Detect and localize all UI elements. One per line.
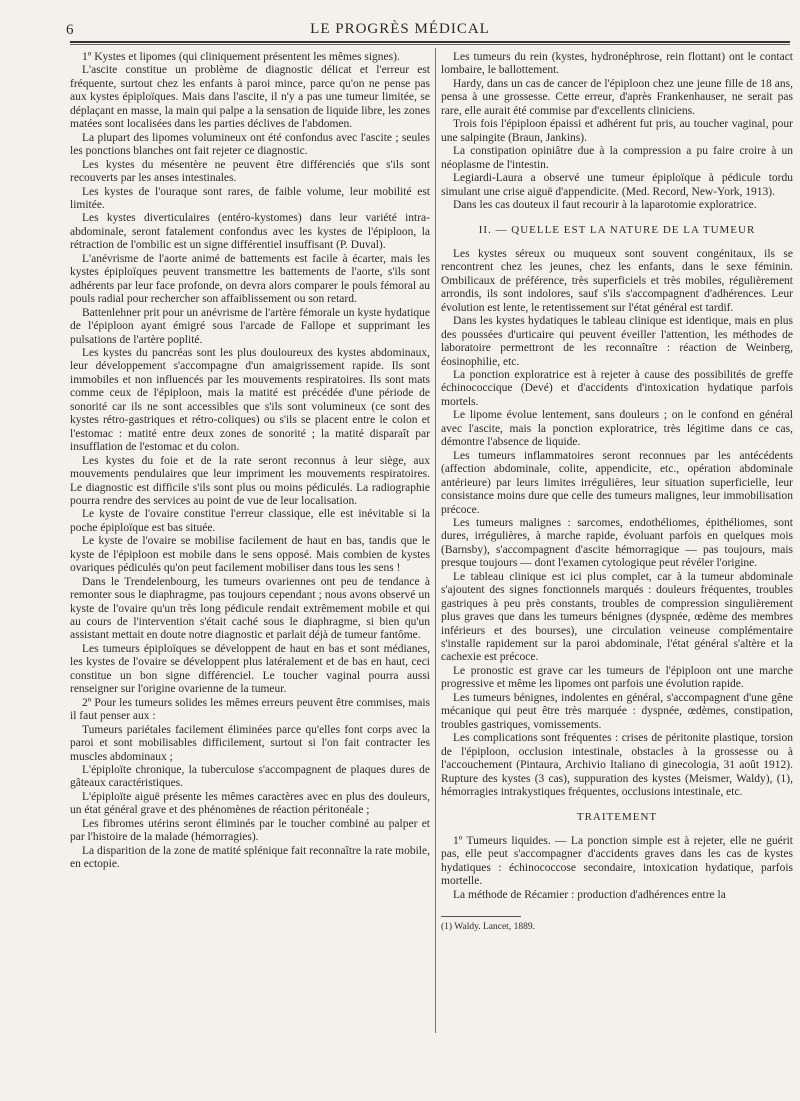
section-heading-traitement: TRAITEMENT xyxy=(576,811,658,824)
paragraph: 1º Tumeurs liquides. — La ponction simple est à rejeter, elle ne guérit pas, elle peut s'accompagner d'accidents graves dans les cas de kystes hydatiques : échinococcose secondaire, intoxication hydatique, parfois mortelle. xyxy=(441,834,793,888)
paragraph: La constipation opiniâtre due à la compression a pu faire croire à un néoplasme de l'intestin. xyxy=(441,145,793,171)
paragraph: Battenlehner prit pour un anévrisme de l'artère fémorale un kyste hydatique de l'épiploon ayant émigré sous l'arcade de Fallope et supprimant les pulsations de l'artère poplité. xyxy=(70,306,430,346)
paragraph: Les fibromes utérins seront éliminés par le toucher combiné au palper et par l'histoire de la malade (hémorragies). xyxy=(70,817,430,844)
paragraph: Hardy, dans un cas de cancer de l'épiploon chez une jeune fille de 18 ans, pensa à une grossesse. Cette erreur, d'après Frankenhauser, ne serait pas rare, elle aurait été commise par d'excellents cliniciens. xyxy=(441,77,793,117)
paragraph: Dans le Trendelenbourg, les tumeurs ovariennes ont peu de tendance à remonter sous le diaphragme, pas toujours cependant ; nous avons observé un kyste de l'ovaire qu'un très long pédicule rendait extrêmement mobile et qui au cours de l'intervention s'était caché sous le diaphragme, si bien qu'un assistant mettait en doute notre diagnostic et parlait déjà de tumeur fantôme. xyxy=(70,575,430,642)
paragraph: Les kystes du mésentère ne peuvent être différenciés que s'ils sont recouverts par les anses intestinales. xyxy=(70,158,430,185)
paragraph: Le kyste de l'ovaire constitue l'erreur classique, elle est inévitable si la poche épiploïque est bas située. xyxy=(70,508,430,534)
paragraph: Le lipome évolue lentement, sans douleurs ; on le confond en général avec l'ascite, mais la ponction exploratrice, très légitime dans ce cas, démontre l'absence de liquide. xyxy=(441,409,793,449)
paragraph: L'ascite constitue un problème de diagnostic délicat et l'erreur est fréquente, surtout chez les enfants à paroi mince, parce qu'on ne pense pas aux kystes épiploïques. Mais dans l'ascite, il n'y a pas une tumeur limitée, se déplaçant en masse, la main qui palpe a la sensation de liquide libre, les zones matées sont localisées dans les parties déclives de l'abdomen. xyxy=(70,64,430,131)
paragraph: L'anévrisme de l'aorte animé de battements est facile à écarter, mais les kystes épiploïques peuvent transmettre les battements de l'aorte, s'ils sont adhérents par leur face profonde, on devra alors comparer le pouls fémoral au pouls radial pour rechercher son affaiblissement ou son retard. xyxy=(70,252,430,306)
paragraph: La ponction exploratrice est à rejeter à cause des possibilités de greffe échinococcique (Devé) et d'accidents d'intoxication hydatique parfois mortels. xyxy=(441,368,793,408)
footnote-rule xyxy=(441,916,521,917)
paragraph: Les tumeurs du rein (kystes, hydronéphrose, rein flottant) ont le contact lombaire, le ballottement. xyxy=(441,51,793,77)
paragraph: Le tableau clinique est ici plus complet, car à la tumeur abdominale s'ajoutent des signes fonctionnels marqués : douleurs fréquentes, troubles gastriques à peu près constants, troubles de compression singulièrement plus graves que dans les tumeurs bénignes (dyspnée, œdème des membres inférieurs et des bourses), une circulation veineuse complémentaire s'installe rapidement sur la paroi abdominale, l'état général s'altère et la cachexie est précoce. xyxy=(441,570,793,664)
paragraph: Les complications sont fréquentes : crises de péritonite plastique, torsion de l'épiploon, occlusion intestinale, obstacles à la grossesse ou à l'accouchement (Pintaura, Archivio Italiano di ginecologia, 31 août 1912). Rupture des kystes (3 cas), suppuration des kystes (Meismer, Waldy), (1), hémorragies intrakystiques fréquentes, occlusions intestinale, etc. xyxy=(441,732,793,799)
paragraph: 1º Kystes et lipomes (qui cliniquement présentent les mêmes signes). xyxy=(82,51,400,63)
paragraph: L'épiploïte aiguë présente les mêmes caractères avec en plus des douleurs, un état général grave et des phénomènes de réaction péritonéale ; xyxy=(70,790,430,817)
paragraph: Trois fois l'épiploon épaissi et adhérent fut pris, au toucher vaginal, pour une salpingite (Braun, Jankins). xyxy=(441,118,793,144)
paragraph: Les tumeurs malignes : sarcomes, endothéliomes, épithéliomes, sont dures, irrégulières, à marche rapide, évoluant parfois en quelques mois (Barnsby), s'accompagnent d'ascite hémorragique — pas toujours, mais presque toujours — dont l'examen cytologique peut révéler l'origine. xyxy=(441,516,793,570)
footnote: (1) Waldy. Lancet, 1889. xyxy=(441,922,535,933)
paragraph: 2º Pour les tumeurs solides les mêmes erreurs peuvent être commises, mais il faut penser aux : xyxy=(70,696,430,723)
paragraph: Le pronostic est grave car les tumeurs de l'épiploon ont une marche progressive et même les lipomes ont parfois une évolution rapide. xyxy=(441,664,793,691)
paragraph: Les tumeurs épiploïques se développent de haut en bas et sont médianes, les kystes de l'ovaire se développent plus latéralement et de bas en haut, ceci constitue un bon signe différenciel. Le toucher vaginal pourra aussi renseigner sur l'origine ovarienne de la tumeur. xyxy=(70,642,430,696)
page-number: 6 xyxy=(66,22,74,38)
paragraph: Les kystes du pancréas sont les plus douloureux des kystes abdominaux, leur développement s'accompagne d'un amaigrissement rapide. Ils sont immobiles et non influencés par les mouvements respiratoires. Ils sont mats comme ceux de l'épiploon, mais la matité est précédée d'une période de sonorité car ils ne sont accessibles que s'ils sont volumineux (ce sont des kystes rétro-gastriques et rétro-coliques) ou s'ils se placent entre le colon et l'estomac : matité entre deux zones de sonorité ; la matité disparaît par insufflation de l'estomac et du colon. xyxy=(70,346,430,454)
right-column xyxy=(441,51,793,935)
paragraph: La disparition de la zone de matité splénique fait reconnaître la rate mobile, en ectopie. xyxy=(70,844,430,871)
paragraph: Les tumeurs inflammatoires seront reconnues par les antécédents (affection abdominale, colite, appendicite, etc., opération abdominale antérieure) par leurs limites irrégulières, leur situation superficielle, leur consistance moins dure que celle des tumeurs malignes, leur immobilisation précoce. xyxy=(441,449,793,516)
paragraph: Les tumeurs bénignes, indolentes en général, s'accompagnent d'une gêne mécanique qui peut être très marquée : dyspnée, œdèmes, constipation, troubles gastriques, vomissements. xyxy=(441,691,793,731)
paragraph: La méthode de Récamier : production d'adhérences entre la xyxy=(453,888,726,901)
paragraph: Legiardi-Laura a observé une tumeur épiploïque à pédicule tordu simulant une crise aiguë d'appendicite. (Med. Record, New-York, 1913). xyxy=(441,172,793,198)
page-header xyxy=(0,0,800,40)
header-rule xyxy=(70,41,790,43)
paragraph: Dans les kystes hydatiques le tableau clinique est identique, mais en plus des poussées d'urticaire qui peuvent éveiller l'attention, les méthodes de laboratoire permettront de les reconnaître : réaction de Weinberg, éosinophilie, etc. xyxy=(441,315,793,368)
paragraph: Les kystes de l'ouraque sont rares, de faible volume, leur mobilité est limitée. xyxy=(70,185,430,211)
paragraph: L'épiploïte chronique, la tuberculose s'accompagnent de plaques dures de gâteaux caractéristiques. xyxy=(70,764,430,790)
column-divider xyxy=(435,48,436,1033)
paragraph: Dans les cas douteux il faut recourir à la laparotomie exploratrice. xyxy=(453,198,757,211)
paragraph: Les kystes diverticulaires (entéro-kystomes) dans leur variété intra-abdominale, seront fatalement confondus avec les kystes de l'épiploon, la rétraction de l'ombilic est un signe différentiel insuffisant (P. Duval). xyxy=(70,212,430,252)
paragraph: La plupart des lipomes volumineux ont été confondus avec l'ascite ; seules les ponctions blanches ont fait rejeter ce diagnostic. xyxy=(70,131,430,158)
paragraph: Les kystes séreux ou muqueux sont souvent congénitaux, ils se rencontrent chez les jeunes, chez les enfants, dans le sexe féminin. Ombilicaux de préférence, très superficiels et très mobiles, régulièrement arrondis, ils sont indolores, sauf s'ils s'accompagnent d'adhérences. Leur évolution est lente, le retentissement sur l'état général est tardif. xyxy=(441,247,793,314)
paragraph: Les kystes du foie et de la rate seront reconnus à leur siège, aux mouvements pendulaires que leur impriment les mouvements respiratoires. Le diagnostic est difficile s'ils sont plus ou moins pédiculés. La radiographie pourra rendre des services au point de vue de leur localisation. xyxy=(70,454,430,507)
left-column xyxy=(70,51,430,872)
paragraph: Tumeurs pariétales facilement éliminées parce qu'elles font corps avec la paroi et sont mobilisables difficilement, surtout si l'on fait contracter les muscles abdominaux ; xyxy=(70,723,430,763)
journal-title: LE PROGRÈS MÉDICAL xyxy=(310,21,490,37)
section-heading-nature: II. — QUELLE EST LA NATURE DE LA TUMEUR xyxy=(478,224,756,237)
header-rule-thin xyxy=(70,44,790,45)
paragraph: Le kyste de l'ovaire se mobilise facilement de haut en bas, tandis que le kyste de l'épiploon est mobile dans le sens opposé. Mais combien de kystes ovariques pédiculés qu'on peut facilement mobiliser dans tous les sens ! xyxy=(70,535,430,575)
